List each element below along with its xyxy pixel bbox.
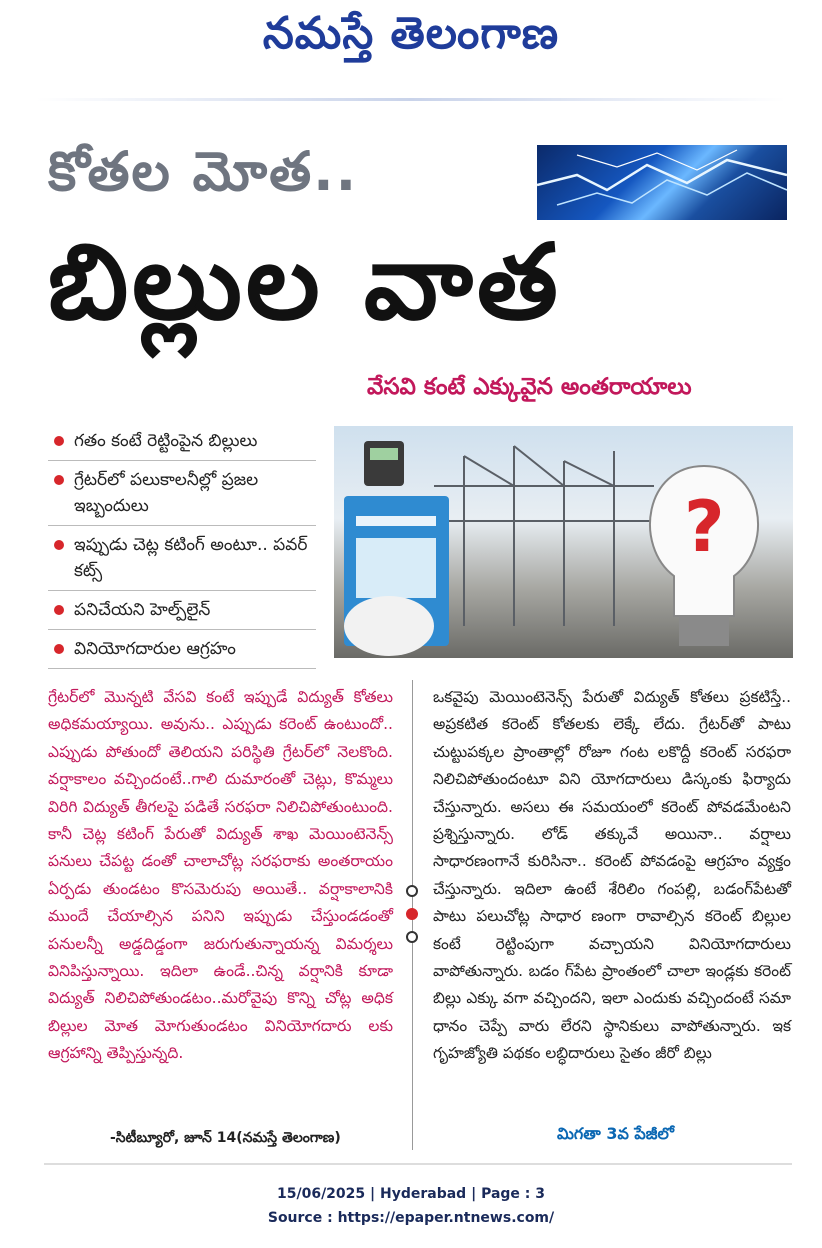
bullet-dot-icon: [54, 605, 64, 615]
highlight-item: పనిచేయని హెల్ప్‌లైన్: [48, 591, 316, 630]
masthead-divider: [36, 98, 786, 101]
article-kicker: కోతల మోత..: [48, 140, 359, 203]
nav-dot-icon[interactable]: [406, 885, 418, 897]
article-subheadline: వేసవి కంటే ఎక్కువైన అంతరాయాలు: [367, 374, 692, 400]
lightning-image: [537, 145, 787, 220]
bullet-dot-icon: [54, 436, 64, 446]
article-body: ఒకవైపు మెయింటెనెన్స్ పేరుతో విద్యుత్ కోతలు ప్రకటిస్తే.. అప్రకటిత కరెంట్ కోతలకు లెక్కే లేదు. గ్రేటర్‌తో పాటు చుట్టుపక్కల ప్రాంతాల్లో రోజూ గంట లకొద్దీ కరెంట్ సరఫరా నిలిచిపోతుందంటూ విని యోగదారులు డిస్కంకు ఫిర్యాదు చేస్తున్నారు. అసలు ఈ సమయంలో కరెంట్ పోవడమేంటని ప్రశ్నిస్తున్నారు. లోడ్ తక్కువే అయినా.. వర్షాలు సాధారణంగానే కురిసినా.. కరెంట్ పోవడంపై ఆగ్రహం వ్యక్తం చేస్తున్నారు. ఇదిలా ఉంటే శేరిలిం గంపల్లి, బడంగ్‌పేటతో పాటు పలుచోట్ల సాధార ణంగా రావాల్సిన కరెంట్ బిల్లుల కంటే రెట్టింపుగా వచ్చాయని వినియోగదారులు వాపోతున్నారు. బడం గ్‌పేట ప్రాంతంలో చాలా ఇండ్లకు కరెంట్ బిల్లు ఎక్కు వగా వచ్చిందని, ఇలా ఎందుకు వచ్చిందంటే సమా ధానం చెప్పే వారు లేరని స్థానికులు వాపోతున్నారు. ఇక గృహజ్యోతి పథకం లబ్ధిదారులు సైతం జీరో బిల్లు: [433, 688, 791, 1063]
highlight-item: గ్రేటర్‌లో పలుకాలనీల్లో ప్రజల ఇబ్బందులు: [48, 461, 316, 526]
footer-info: 15/06/2025 | Hyderabad | Page : 3: [276, 1186, 546, 1202]
article-lede: గ్రేటర్‌లో మొన్నటి వేసవి కంటే ఇప్పుడే విద్యుత్ కోతలు అధికమయ్యాయి. అవును.. ఎప్పుడు కరెంట్ ఉంటుందో.. ఎప్పుడు పోతుందో తెలియని పరిస్థితి గ్రేటర్‌లో నెలకొంది. వర్షాకాలం వచ్చిందంటే..గాలి దుమారంతో చెట్లు, కొమ్మలు విరిగి విద్యుత్ తీగలపై పడితే సరఫరా నిలిచిపోతుంటుంది. కానీ చెట్ల కటింగ్ పేరుతో విద్యుత్ శాఖ మెయింటెనెన్స్ పనులు చేపట్ట డంతో చాలాచోట్ల సరఫరాకు అంతరాయం ఏర్పడు తుండటం కొసమెరుపు అయితే.. వర్షాకాలానికి ముందే చేయాల్సిన పనిని ఇప్పుడు చేస్తుండడంతో పనులన్నీ అడ్డదిడ్డంగా జరుగుతున్నాయన్న విమర్శలు వినిపిస్తున్నాయి. ఇదిలా ఉండే..చిన్న వర్షానికి కూడా విద్యుత్ నిలిచిపోతుండటం..మరోవైపు కొన్ని చోట్ల అధిక బిల్లుల మోత మోగుతుండటం వినియోగదారు లకు ఆగ్రహాన్ని తెప్పిస్తున్నది.: [48, 688, 393, 1063]
article-headline: బిల్లుల వాత: [48, 221, 562, 343]
bullet-dot-icon: [54, 475, 64, 485]
continued-link[interactable]: మిగతా 3వ పేజీలో: [557, 1124, 674, 1143]
substation-photo: [334, 426, 793, 658]
footer-source[interactable]: Source : https://epaper.ntnews.com/: [267, 1210, 555, 1226]
highlight-item: గతం కంటే రెట్టింపైన బిల్లులు: [48, 422, 316, 461]
masthead-title: నమస్తే తెలంగాణ: [262, 8, 560, 59]
highlight-item: ఇప్పుడు చెట్ల కటింగ్ అంటూ.. పవర్ కట్స్: [48, 526, 316, 591]
nav-dot-icon[interactable]: [406, 931, 418, 943]
highlights-list: [48, 422, 316, 669]
highlight-item: వినియోగదారుల ఆగ్రహం: [48, 630, 316, 669]
svg-text:?: ?: [684, 486, 725, 568]
article-byline: -సిటీబ్యూరో, జూన్ 14(నమస్తే తెలంగాణ): [110, 1130, 341, 1146]
nav-dot-icon[interactable]: [406, 908, 418, 920]
bottom-divider: [44, 1163, 792, 1165]
bullet-dot-icon: [54, 540, 64, 550]
bullet-dot-icon: [54, 644, 64, 654]
